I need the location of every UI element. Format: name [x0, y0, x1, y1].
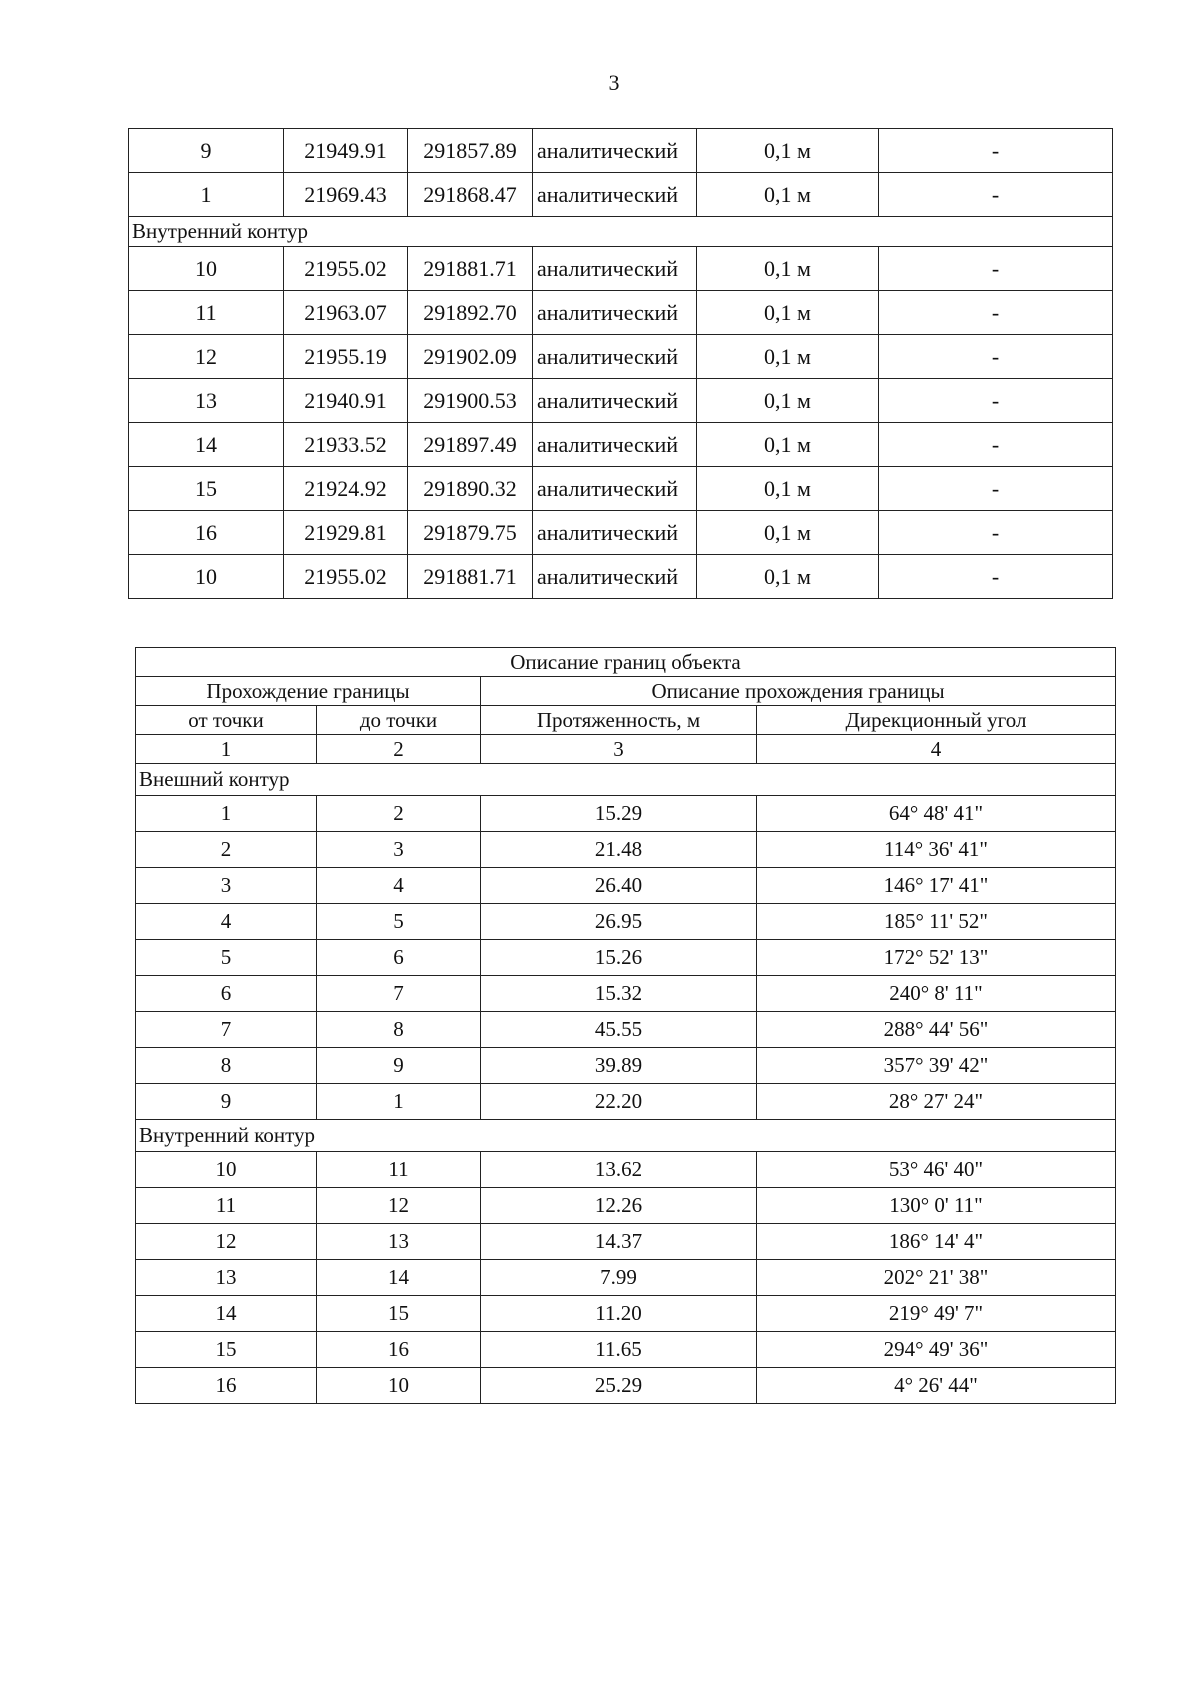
direction-angle-cell: 186° 14' 4": [757, 1224, 1116, 1260]
page-number: 3: [608, 70, 620, 95]
description-cell: -: [879, 379, 1113, 423]
method-cell: аналитический: [533, 555, 697, 599]
table-row: [136, 1084, 1116, 1120]
table-row: [129, 129, 1113, 173]
y-coordinate-cell: 291857.89: [408, 129, 533, 173]
method-cell: аналитический: [533, 291, 697, 335]
to-point-cell: 12: [317, 1188, 481, 1224]
length-cell: 22.20: [481, 1084, 757, 1120]
accuracy-cell: 0,1 м: [697, 129, 879, 173]
accuracy-cell: 0,1 м: [697, 423, 879, 467]
column-header-length: Протяженность, м: [481, 706, 757, 735]
from-point-cell: 16: [136, 1368, 317, 1404]
method-cell: аналитический: [533, 247, 697, 291]
table-row: [129, 511, 1113, 555]
description-cell: -: [879, 173, 1113, 217]
from-point-cell: 3: [136, 868, 317, 904]
column-number: 4: [757, 735, 1116, 764]
y-coordinate-cell: 291868.47: [408, 173, 533, 217]
direction-angle-cell: 146° 17' 41": [757, 868, 1116, 904]
section-label: Внутренний контур: [136, 1120, 1116, 1152]
from-point-cell: 6: [136, 976, 317, 1012]
table-row: [136, 796, 1116, 832]
length-cell: 15.26: [481, 940, 757, 976]
section-label: Внешний контур: [136, 764, 1116, 796]
to-point-cell: 15: [317, 1296, 481, 1332]
accuracy-cell: 0,1 м: [697, 467, 879, 511]
x-coordinate-cell: 21955.02: [284, 247, 408, 291]
x-coordinate-cell: 21924.92: [284, 467, 408, 511]
description-cell: -: [879, 467, 1113, 511]
accuracy-cell: 0,1 м: [697, 173, 879, 217]
point-number-cell: 10: [129, 247, 284, 291]
y-coordinate-cell: 291881.71: [408, 247, 533, 291]
from-point-cell: 15: [136, 1332, 317, 1368]
table-row: [136, 1224, 1116, 1260]
point-number-cell: 13: [129, 379, 284, 423]
length-cell: 7.99: [481, 1260, 757, 1296]
to-point-cell: 13: [317, 1224, 481, 1260]
point-number-cell: 15: [129, 467, 284, 511]
table-row: [136, 976, 1116, 1012]
accuracy-cell: 0,1 м: [697, 291, 879, 335]
table-row: [129, 555, 1113, 599]
group-header-description: Описание прохождения границы: [481, 677, 1116, 706]
accuracy-cell: 0,1 м: [697, 379, 879, 423]
y-coordinate-cell: 291879.75: [408, 511, 533, 555]
direction-angle-cell: 4° 26' 44": [757, 1368, 1116, 1404]
length-cell: 11.20: [481, 1296, 757, 1332]
table-row: [129, 335, 1113, 379]
from-point-cell: 12: [136, 1224, 317, 1260]
direction-angle-cell: 202° 21' 38": [757, 1260, 1116, 1296]
method-cell: аналитический: [533, 129, 697, 173]
length-cell: 21.48: [481, 832, 757, 868]
to-point-cell: 14: [317, 1260, 481, 1296]
y-coordinate-cell: 291902.09: [408, 335, 533, 379]
point-number-cell: 1: [129, 173, 284, 217]
y-coordinate-cell: 291881.71: [408, 555, 533, 599]
point-number-cell: 10: [129, 555, 284, 599]
table-row: [136, 940, 1116, 976]
description-cell: -: [879, 555, 1113, 599]
to-point-cell: 9: [317, 1048, 481, 1084]
section-label: Внутренний контур: [129, 217, 1113, 247]
to-point-cell: 7: [317, 976, 481, 1012]
to-point-cell: 4: [317, 868, 481, 904]
table-row: [136, 868, 1116, 904]
method-cell: аналитический: [533, 423, 697, 467]
to-point-cell: 1: [317, 1084, 481, 1120]
length-cell: 26.95: [481, 904, 757, 940]
table-row: [129, 467, 1113, 511]
x-coordinate-cell: 21963.07: [284, 291, 408, 335]
table-row: [136, 1188, 1116, 1224]
to-point-cell: 5: [317, 904, 481, 940]
table-row: [136, 1296, 1116, 1332]
point-number-cell: 16: [129, 511, 284, 555]
length-cell: 11.65: [481, 1332, 757, 1368]
description-cell: -: [879, 423, 1113, 467]
from-point-cell: 14: [136, 1296, 317, 1332]
description-cell: -: [879, 511, 1113, 555]
from-point-cell: 7: [136, 1012, 317, 1048]
direction-angle-cell: 28° 27' 24": [757, 1084, 1116, 1120]
table-row: [136, 1048, 1116, 1084]
table-row: [129, 379, 1113, 423]
to-point-cell: 16: [317, 1332, 481, 1368]
to-point-cell: 10: [317, 1368, 481, 1404]
y-coordinate-cell: 291900.53: [408, 379, 533, 423]
group-header-passage: Прохождение границы: [136, 677, 481, 706]
x-coordinate-cell: 21929.81: [284, 511, 408, 555]
y-coordinate-cell: 291897.49: [408, 423, 533, 467]
table-row: [136, 1260, 1116, 1296]
length-cell: 45.55: [481, 1012, 757, 1048]
table-row: [136, 1012, 1116, 1048]
to-point-cell: 11: [317, 1152, 481, 1188]
direction-angle-cell: 64° 48' 41": [757, 796, 1116, 832]
point-number-cell: 12: [129, 335, 284, 379]
x-coordinate-cell: 21949.91: [284, 129, 408, 173]
boundary-description-table: [135, 647, 1116, 1404]
length-cell: 26.40: [481, 868, 757, 904]
table-row: [129, 247, 1113, 291]
to-point-cell: 6: [317, 940, 481, 976]
from-point-cell: 11: [136, 1188, 317, 1224]
description-cell: -: [879, 335, 1113, 379]
length-cell: 15.32: [481, 976, 757, 1012]
table-row: [136, 1368, 1116, 1404]
direction-angle-cell: 219° 49' 7": [757, 1296, 1116, 1332]
from-point-cell: 8: [136, 1048, 317, 1084]
direction-angle-cell: 357° 39' 42": [757, 1048, 1116, 1084]
length-cell: 39.89: [481, 1048, 757, 1084]
to-point-cell: 2: [317, 796, 481, 832]
coordinates-table: [128, 128, 1113, 599]
direction-angle-cell: 294° 49' 36": [757, 1332, 1116, 1368]
accuracy-cell: 0,1 м: [697, 247, 879, 291]
table-row: [136, 904, 1116, 940]
section-row: [136, 1120, 1116, 1152]
length-cell: 25.29: [481, 1368, 757, 1404]
y-coordinate-cell: 291890.32: [408, 467, 533, 511]
column-number: 1: [136, 735, 317, 764]
from-point-cell: 10: [136, 1152, 317, 1188]
accuracy-cell: 0,1 м: [697, 555, 879, 599]
x-coordinate-cell: 21955.19: [284, 335, 408, 379]
description-cell: -: [879, 291, 1113, 335]
length-cell: 14.37: [481, 1224, 757, 1260]
table-row: [129, 291, 1113, 335]
direction-angle-cell: 172° 52' 13": [757, 940, 1116, 976]
method-cell: аналитический: [533, 379, 697, 423]
method-cell: аналитический: [533, 511, 697, 555]
x-coordinate-cell: 21940.91: [284, 379, 408, 423]
direction-angle-cell: 53° 46' 40": [757, 1152, 1116, 1188]
from-point-cell: 9: [136, 1084, 317, 1120]
x-coordinate-cell: 21955.02: [284, 555, 408, 599]
table-row: [136, 832, 1116, 868]
table-row: [136, 1332, 1116, 1368]
from-point-cell: 4: [136, 904, 317, 940]
table-row: [129, 423, 1113, 467]
point-number-cell: 11: [129, 291, 284, 335]
column-number: 2: [317, 735, 481, 764]
description-cell: -: [879, 247, 1113, 291]
direction-angle-cell: 114° 36' 41": [757, 832, 1116, 868]
from-point-cell: 2: [136, 832, 317, 868]
x-coordinate-cell: 21933.52: [284, 423, 408, 467]
x-coordinate-cell: 21969.43: [284, 173, 408, 217]
method-cell: аналитический: [533, 467, 697, 511]
length-cell: 15.29: [481, 796, 757, 832]
table-row: [136, 1152, 1116, 1188]
accuracy-cell: 0,1 м: [697, 511, 879, 555]
from-point-cell: 5: [136, 940, 317, 976]
table-row: [129, 173, 1113, 217]
method-cell: аналитический: [533, 335, 697, 379]
length-cell: 12.26: [481, 1188, 757, 1224]
to-point-cell: 8: [317, 1012, 481, 1048]
direction-angle-cell: 288° 44' 56": [757, 1012, 1116, 1048]
accuracy-cell: 0,1 м: [697, 335, 879, 379]
column-header-from-point: от точки: [136, 706, 317, 735]
column-number: 3: [481, 735, 757, 764]
section-row: [129, 217, 1113, 247]
y-coordinate-cell: 291892.70: [408, 291, 533, 335]
boundary-table-title: Описание границ объекта: [136, 648, 1116, 677]
description-cell: -: [879, 129, 1113, 173]
direction-angle-cell: 130° 0' 11": [757, 1188, 1116, 1224]
point-number-cell: 14: [129, 423, 284, 467]
point-number-cell: 9: [129, 129, 284, 173]
direction-angle-cell: 185° 11' 52": [757, 904, 1116, 940]
column-header-direction-angle: Дирекционный угол: [757, 706, 1116, 735]
section-row: [136, 764, 1116, 796]
from-point-cell: 1: [136, 796, 317, 832]
column-header-to-point: до точки: [317, 706, 481, 735]
method-cell: аналитический: [533, 173, 697, 217]
to-point-cell: 3: [317, 832, 481, 868]
direction-angle-cell: 240° 8' 11": [757, 976, 1116, 1012]
length-cell: 13.62: [481, 1152, 757, 1188]
from-point-cell: 13: [136, 1260, 317, 1296]
